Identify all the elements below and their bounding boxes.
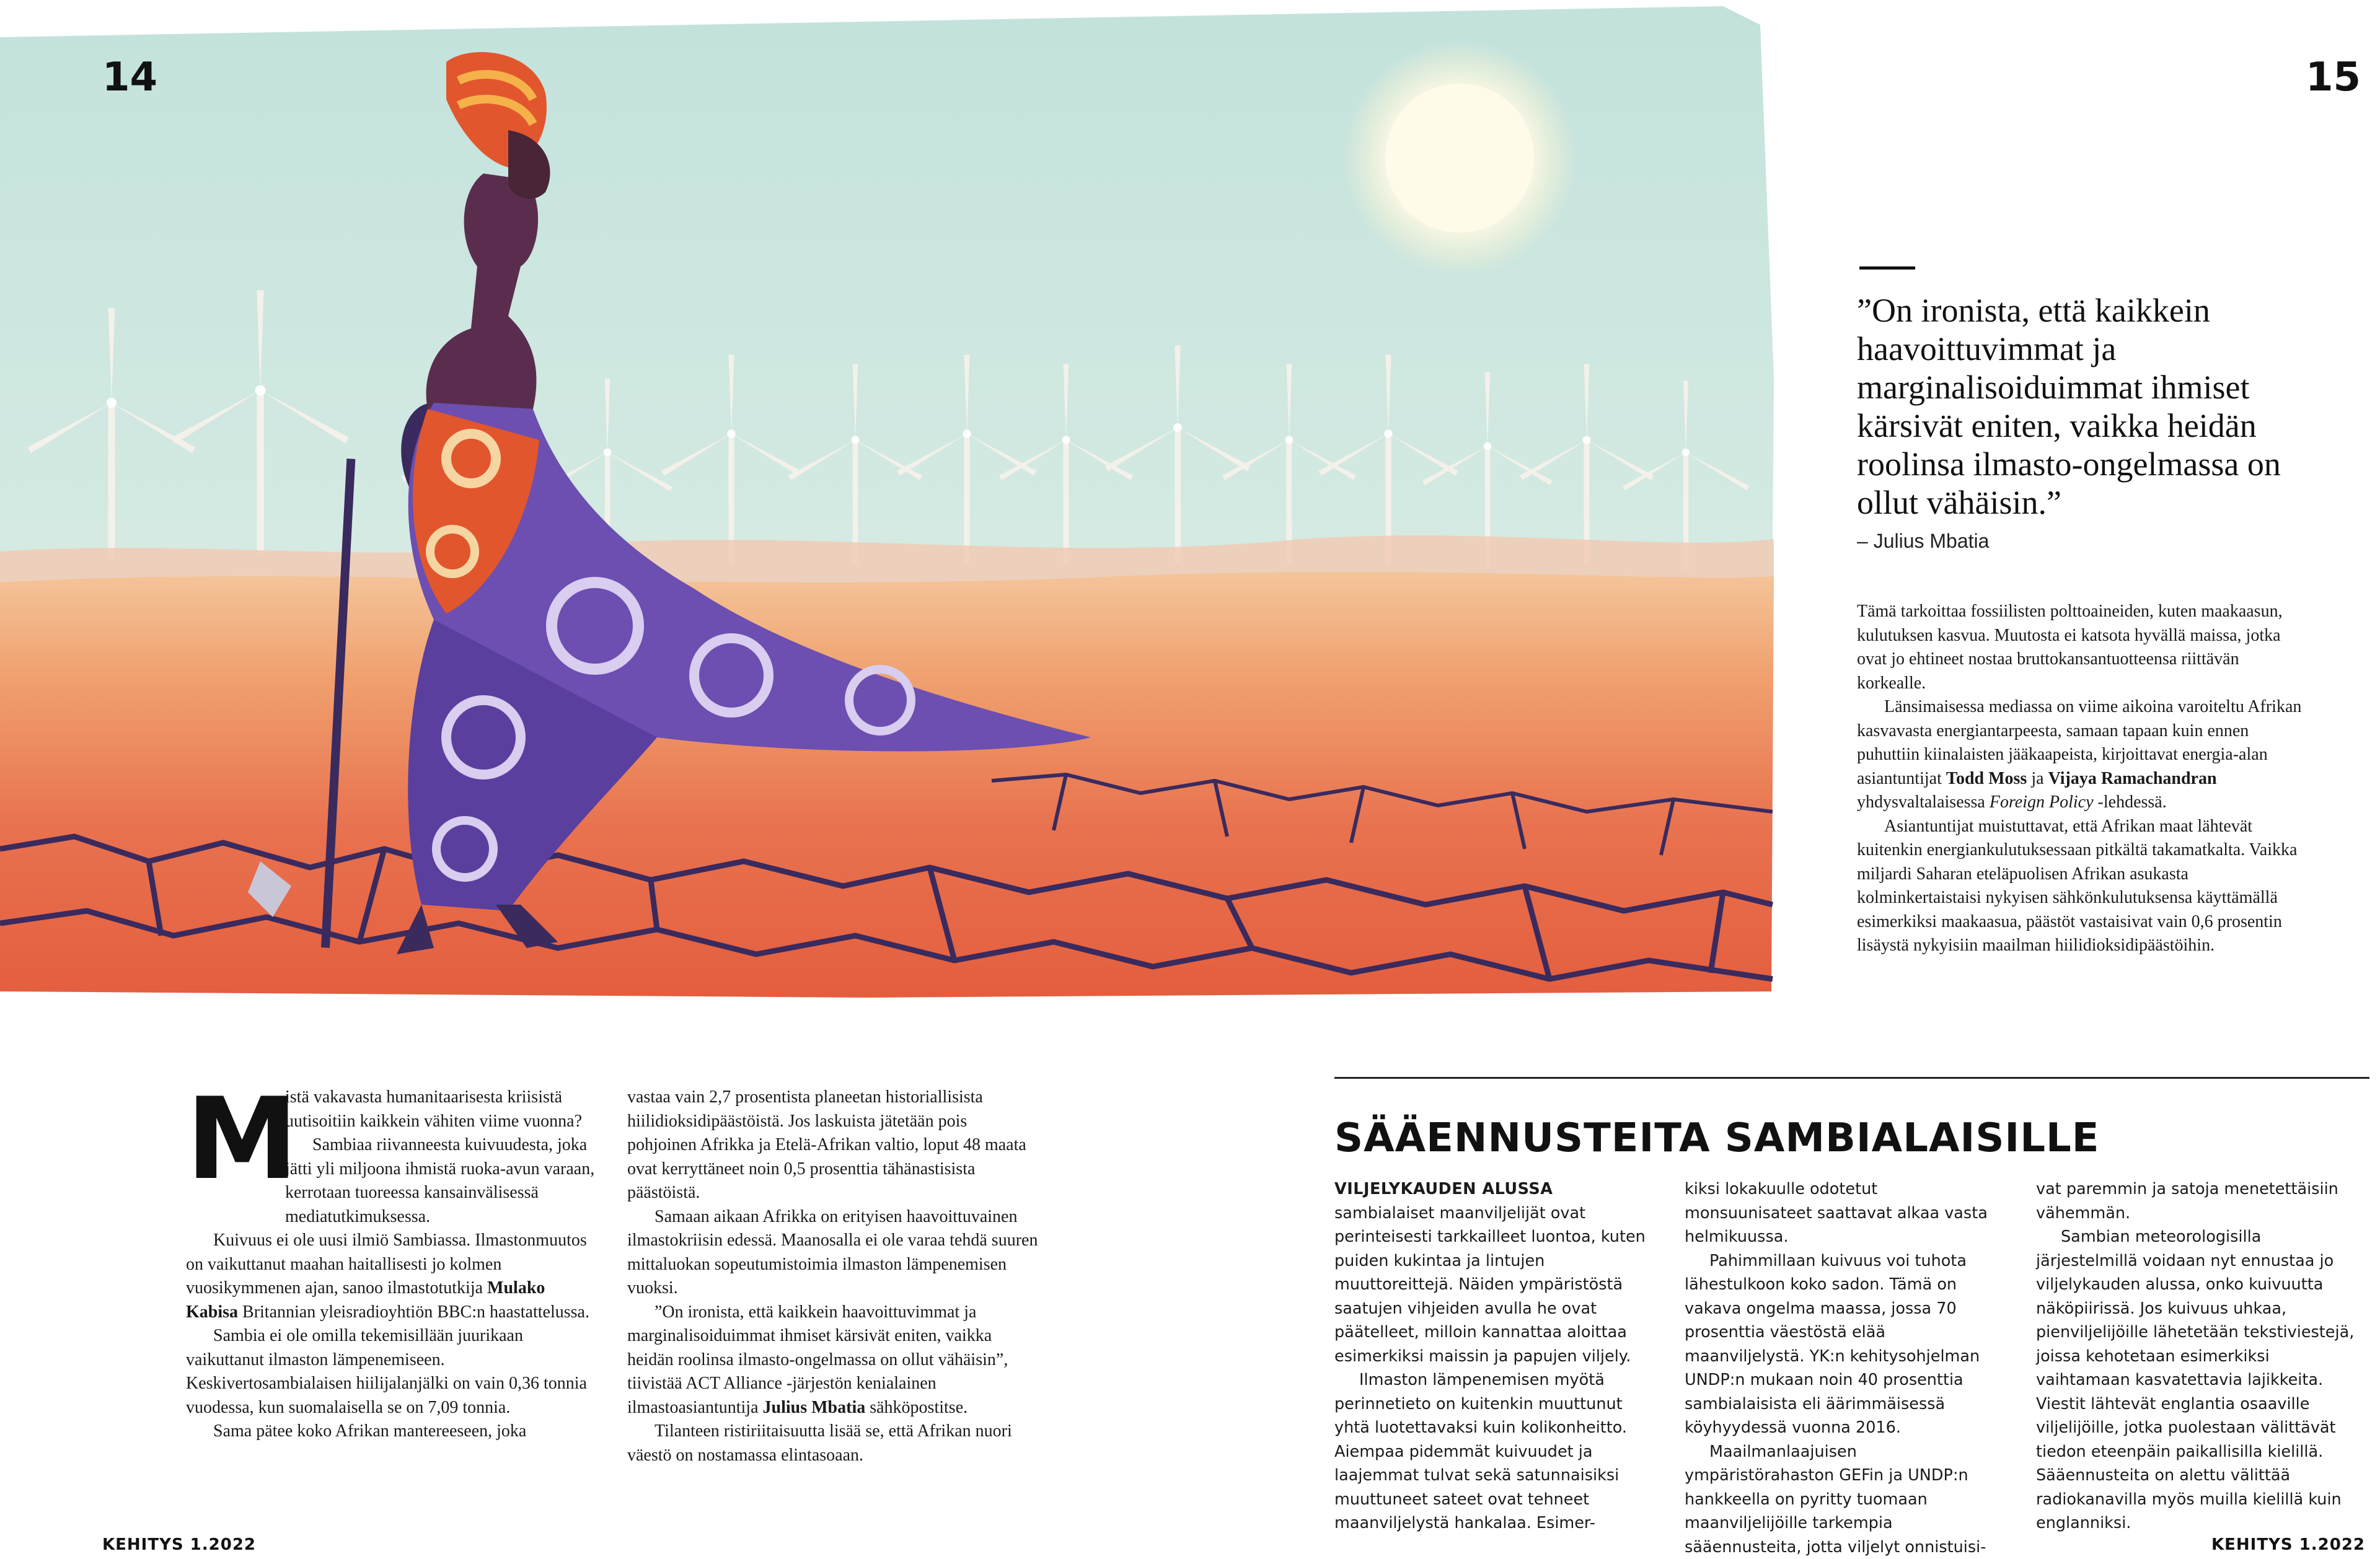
pull-quote-author: – Julius Mbatia	[1857, 530, 1989, 553]
paragraph: Samaan aikaan Afrikka on erityisen haavoittuvainen ilmastokriisin edessä. Maanosalla ei ole varaa tehdä suuren mittaluokan sopeutumistoimia ilmaston lämpenemisen vuoksi.	[627, 1205, 1039, 1301]
illustration-woman-wind-turbines	[0, 6, 1774, 998]
paragraph: Sambiaa riivanneesta kuivuudesta, joka jätti yli miljoona ihmistä ruoka-avun varaan, kerrotaan tuoreessa kansainvälisessä mediatutkimuksessa.	[285, 1133, 598, 1229]
person-name: Vijaya Ramachandran	[2048, 769, 2217, 788]
page-number-left: 14	[102, 55, 157, 100]
person-name: Mulako Kabisa	[186, 1278, 545, 1322]
paragraph: Asiantuntijat muistuttavat, että Afrikan maat lähtevät kuitenkin energiankulutuksessaan pitkältä takamatkalta. Vaikka miljardi Saharan eteläpuolisen Afrikan asukasta kolminkertaistaisi nykyisen sähkönkulutuksensa käyttämällä esimerkiksi maakaasua, päästöt vastaisivat vain 0,6 prosentin lisäystä nykyisiin maailman hiilidioksidipäästöihin.	[1857, 815, 2308, 958]
person-name: Todd Moss	[1946, 769, 2027, 788]
paragraph: Ilmaston lämpenemisen myötä perinnetieto on kuitenkin muuttunut yhtä luotettavaksi kuin kolikonheitto. Aiempaa pidemmät kuivuudet ja laajemmat tulvat sekä satunnaisiksi muuttuneet sateet ovat tehneet maanviljelystä hankalaa. Esimer-	[1334, 1368, 1657, 1535]
paragraph: Länsimaisessa mediassa on viime aikoina varoiteltu Afrikan kasvavasta energiantarpeesta, samaan tapaan kuin ennen puhuttiin kiinalaisten jääkaapeista, kirjoittavat energia-alan asiantuntijat Todd Moss ja Vijaya Ramachandran yhdysvaltalaisessa Foreign Policy -lehdessä.	[1857, 695, 2308, 815]
footer-right: KEHITYS 1.2022	[2211, 1535, 2365, 1554]
article-column-2	[627, 1086, 1039, 1467]
paragraph: ”On ironista, että kaikkein haavoittuvimmat ja marginalisoiduimmat ihmiset kärsivät eniten, vaikka heidän roolinsa ilmasto-ongelmassa on ollut vähäisin”, tiivistää ACT Alliance -järjestön kenialainen ilmastoasiantuntija Julius Mbatia sähköpostitse.	[627, 1301, 1039, 1420]
paragraph: Pahimmillaan kuivuus voi tuhota lähestulkoon koko sadon. Tämä on vakava ongelma maassa, jossa 70 prosenttia väestöstä elää maanviljelystä. YK:n kehitysohjelman UNDP:n mukaan noin 40 prosenttia sambialaisista eli äärimmäisessä köyhyydessä vuonna 2016.	[1685, 1249, 2007, 1440]
drop-cap: M	[186, 1089, 298, 1188]
paragraph: vat paremmin ja satoja menetettäisiin vähemmän.	[2036, 1177, 2365, 1225]
cracked-ground	[0, 572, 1774, 998]
paragraph: istä vakavasta humanitaarisesta kriisistä uutisoitiin kaikkein vähiten viime vuonna?	[285, 1086, 598, 1133]
paragraph: Sama pätee koko Afrikan mantereeseen, joka	[186, 1420, 598, 1444]
pull-quote: ”On ironista, että kaikkein haavoittuvimmat ja marginalisoiduimmat ihmiset kärsivät eniten, vaikka heidän roolinsa ilmasto-ongelmassa on ollut vähäisin.”	[1857, 291, 2303, 522]
page-number-right: 15	[2306, 55, 2361, 100]
quote-rule	[1859, 266, 1915, 270]
magazine-name: Foreign Policy	[1990, 793, 2094, 812]
paragraph: vastaa vain 2,7 prosentista planeetan historiallisista hiilidioksidipäästöistä. Jos laskuista jätetään pois pohjoinen Afrikka ja Etelä-Afrikan valtio, loput 48 maata ovat kerryttäneet noin 0,5 prosenttia tähänastisista päästöistä.	[627, 1086, 1039, 1205]
sidebar-title: SÄÄENNUSTEITA SAMBIALAISILLE	[1334, 1115, 2100, 1161]
paragraph: Kuivuus ei ole uusi ilmiö Sambiassa. Ilmastonmuutos on vaikuttanut maahan haitallisesti jo kolmen vuosikymmenen ajan, sanoo ilmastotutkija Mulako Kabisa Britannian yleisradioyhtiön BBC:n haastattelussa.	[186, 1229, 598, 1324]
sidebar-lead: VILJELYKAUDEN ALUSSA	[1334, 1180, 1553, 1198]
article-column-1	[186, 1086, 598, 1444]
sidebar-column-1	[1334, 1177, 1657, 1535]
paragraph: Tilanteen ristiriitaisuutta lisää se, että Afrikan nuori väestö on nostamassa elintasoaan.	[627, 1420, 1039, 1467]
article-column-3	[1857, 600, 2308, 958]
paragraph: kiksi lokakuulle odotetut monsuunisateet saattavat alkaa vasta helmikuussa.	[1685, 1177, 2007, 1249]
paragraph: Sambian meteorologisilla järjestelmillä voidaan nyt ennustaa jo viljelykauden alussa, onko kuivuutta näköpiirissä. Jos kuivuus uhkaa, pienviljelijöille lähetetään tekstiviestejä, joissa kehotetaan esimerkiksi vaihtamaan kasvatettavia lajikkeita. Viestit lähtevät englantia osaaville viljelijöille, jotka puolestaan välittävät tiedon eteenpäin paikallisilla kielillä. Sääennusteita on alettu välittää radiokanavilla myös muilla kielillä kuin englanniksi.	[2036, 1225, 2365, 1535]
footer-left: KEHITYS 1.2022	[102, 1535, 256, 1554]
sidebar-column-3	[2036, 1177, 2365, 1535]
person-name: Julius Mbatia	[763, 1398, 866, 1417]
paragraph: Maailmanlaajuisen ympäristörahaston GEFin ja UNDP:n hankkeella on pyritty tuomaan maanviljelijöille tarkempia sääennusteita, jotta viljelyt onnistuisi-	[1685, 1440, 2007, 1559]
sidebar-column-2	[1685, 1177, 2007, 1559]
sidebar-rule	[1334, 1077, 2369, 1079]
paragraph: Tämä tarkoittaa fossiilisten polttoaineiden, kuten maakaasun, kulutuksen kasvua. Muutosta ei katsota hyvällä maissa, jotka ovat jo ehtineet nostaa bruttokansantuotteensa riittävän korkealle.	[1857, 600, 2308, 695]
paragraph: VILJELYKAUDEN ALUSSA sambialaiset maanviljelijät ovat perinteisesti tarkkailleet luontoa, kuten puiden kukintaa ja lintujen muuttoreittejä. Näiden ympäristöstä saatujen vihjeiden avulla he ovat päätelleet, milloin kannattaa aloittaa esimerkiksi maissin ja papujen viljely.	[1334, 1177, 1657, 1368]
paragraph: Sambia ei ole omilla tekemisillään juurikaan vaikuttanut ilmaston lämpenemiseen. Keskivertosambialaisen hiilijalanjälki on vain 0,36 tonnia vuodessa, kun suomalaisella se on 7,09 tonnia.	[186, 1324, 598, 1420]
